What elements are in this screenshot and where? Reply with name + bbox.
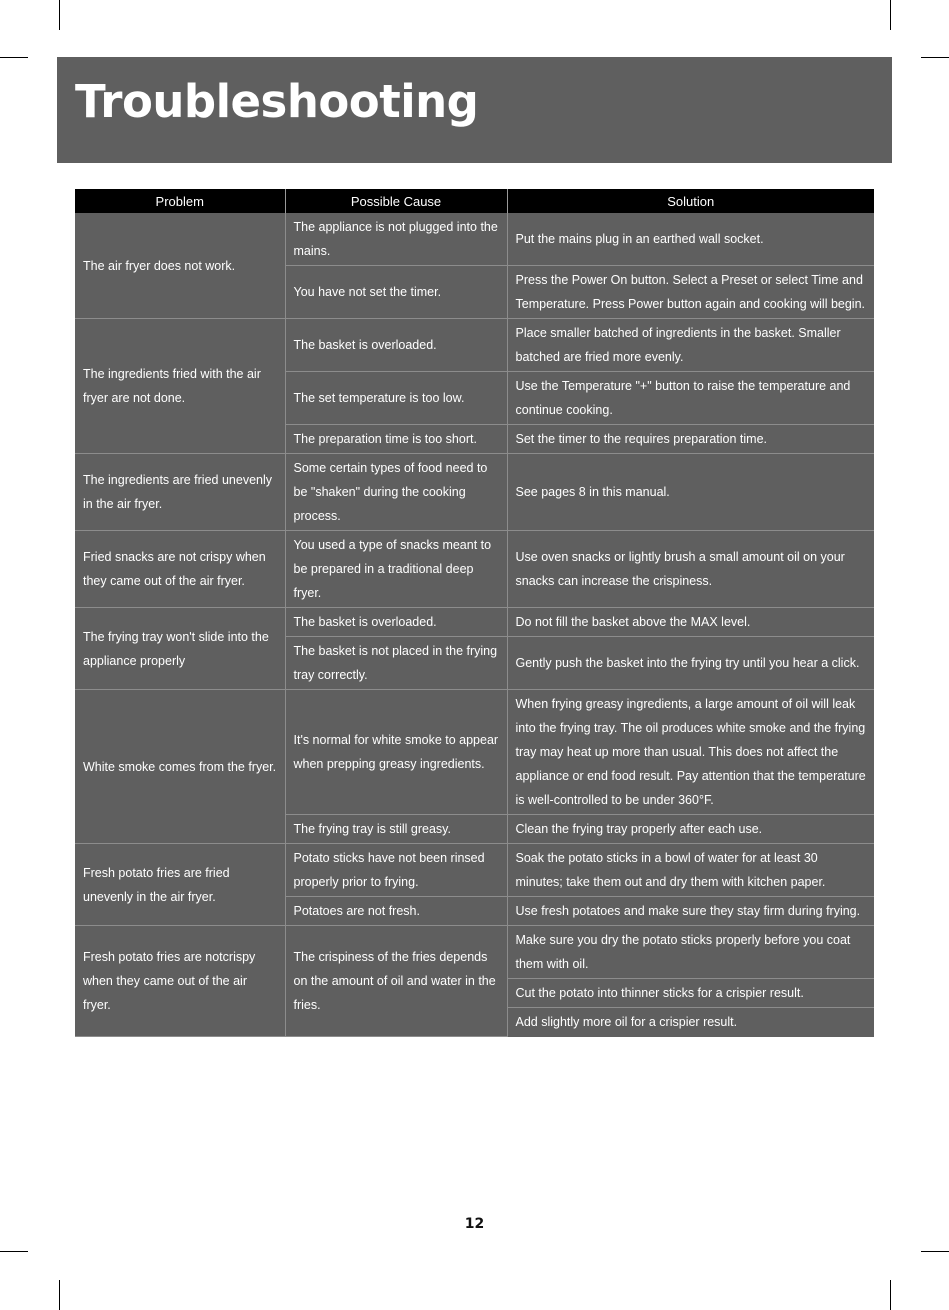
problem-cell: Fresh potato fries are fried unevenly in the air fryer. xyxy=(75,844,285,926)
crop-mark xyxy=(890,1280,891,1310)
crop-mark xyxy=(921,57,949,58)
solution-cell: Press the Power On button. Select a Preset or select Time and Temperature. Press Power button again and cooking will begin. xyxy=(507,266,874,319)
cause-cell: You used a type of snacks meant to be prepared in a traditional deep fryer. xyxy=(285,531,507,608)
cause-cell: The basket is not placed in the frying tray correctly. xyxy=(285,637,507,690)
solution-cell: Clean the frying tray properly after each use. xyxy=(507,815,874,844)
page-number: 12 xyxy=(464,1216,485,1232)
cause-cell: The basket is overloaded. xyxy=(285,608,507,637)
problem-cell: The ingredients fried with the air fryer are not done. xyxy=(75,319,285,454)
problem-cell: The ingredients are fried unevenly in the air fryer. xyxy=(75,454,285,531)
cause-cell: You have not set the timer. xyxy=(285,266,507,319)
cause-cell: The crispiness of the fries depends on the amount of oil and water in the fries. xyxy=(285,926,507,1037)
page-title: Troubleshooting xyxy=(75,75,479,128)
solution-cell: See pages 8 in this manual. xyxy=(507,454,874,531)
cause-cell: Some certain types of food need to be "shaken" during the cooking process. xyxy=(285,454,507,531)
problem-cell: White smoke comes from the fryer. xyxy=(75,690,285,844)
solution-cell: Add slightly more oil for a crispier result. xyxy=(515,1015,738,1029)
cause-cell: Potato sticks have not been rinsed properly prior to frying. xyxy=(285,844,507,897)
table-row xyxy=(75,531,874,608)
solution-cell: When frying greasy ingredients, a large amount of oil will leak into the frying tray. The oil produces white smoke and the frying tray may heat up more than usual. This does not affect the appliance or end food result. Pay attention that the temperature is well-controlled to be under 360°F. xyxy=(507,690,874,815)
problem-cell: The frying tray won't slide into the appliance properly xyxy=(75,608,285,690)
solution-cell: Soak the potato sticks in a bowl of water for at least 30 minutes; take them out and dry them with kitchen paper. xyxy=(507,844,874,897)
problem-cell: The air fryer does not work. xyxy=(75,213,285,319)
table-row xyxy=(75,690,874,815)
table-row xyxy=(75,454,874,531)
crop-mark xyxy=(0,1251,28,1252)
crop-mark xyxy=(59,1280,60,1310)
header-possible-cause: Possible Cause xyxy=(285,189,507,213)
solution-cell: Gently push the basket into the frying try until you hear a click. xyxy=(507,637,874,690)
solution-cell: Put the mains plug in an earthed wall socket. xyxy=(507,213,874,266)
header-solution: Solution xyxy=(507,189,874,213)
troubleshooting-table xyxy=(75,189,874,1037)
cause-cell: The frying tray is still greasy. xyxy=(285,815,507,844)
solution-cell: Use fresh potatoes and make sure they stay firm during frying. xyxy=(507,897,874,926)
crop-mark xyxy=(921,1251,949,1252)
cause-cell: Potatoes are not fresh. xyxy=(285,897,507,926)
solution-cell: Place smaller batched of ingredients in the basket. Smaller batched are fried more evenly. xyxy=(507,319,874,372)
table-row xyxy=(75,844,874,897)
cause-cell: It's normal for white smoke to appear when prepping greasy ingredients. xyxy=(285,690,507,815)
cause-cell: The set temperature is too low. xyxy=(285,372,507,425)
cause-cell: The appliance is not plugged into the mains. xyxy=(285,213,507,266)
solution-cell: Use the Temperature "+" button to raise the temperature and continue cooking. xyxy=(507,372,874,425)
crop-mark xyxy=(890,0,891,30)
cause-cell: The basket is overloaded. xyxy=(285,319,507,372)
solution-cell: Set the timer to the requires preparation time. xyxy=(507,425,874,454)
table-header-row xyxy=(75,189,874,213)
crop-mark xyxy=(59,0,60,30)
solution-cell: Use oven snacks or lightly brush a small amount oil on your snacks can increase the crispiness. xyxy=(507,531,874,608)
solution-cell: Do not fill the basket above the MAX level. xyxy=(507,608,874,637)
table-row xyxy=(75,608,874,637)
table-row xyxy=(75,319,874,372)
table-row xyxy=(75,926,874,979)
solution-cell: Make sure you dry the potato sticks properly before you coat them with oil. xyxy=(507,926,874,979)
table-row xyxy=(75,213,874,266)
header-problem: Problem xyxy=(75,189,285,213)
problem-cell: Fried snacks are not crispy when they came out of the air fryer. xyxy=(75,531,285,608)
solution-cell: Cut the potato into thinner sticks for a crispier result. xyxy=(507,979,874,1008)
problem-cell: Fresh potato fries are notcrispy when they came out of the air fryer. xyxy=(75,926,285,1037)
crop-mark xyxy=(0,57,28,58)
cause-cell: The preparation time is too short. xyxy=(285,425,507,454)
title-banner xyxy=(57,57,892,163)
